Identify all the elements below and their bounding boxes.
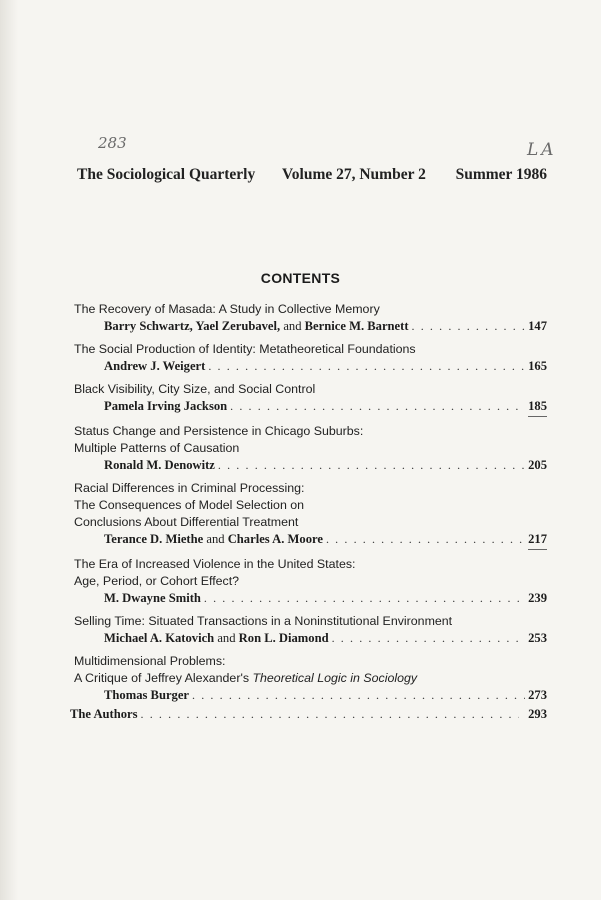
page-number: 253 [528, 631, 547, 645]
author-name: Pamela Irving Jackson [104, 399, 228, 413]
author-line [74, 318, 547, 335]
dot-leader [230, 398, 525, 415]
author-line [74, 531, 547, 550]
toc-entry[interactable] [74, 653, 547, 704]
authors [104, 457, 215, 474]
author-name: Michael A. Katovich [104, 631, 215, 645]
page-number: 205 [528, 458, 547, 472]
dot-leader [218, 457, 525, 474]
page-edge-shadow [0, 0, 18, 900]
author-name: Ronald M. Denowitz [104, 458, 215, 472]
book-title: Theoretical Logic in Sociology [252, 671, 418, 685]
issue-date: Summer 1986 [455, 166, 547, 183]
article-title-line: Selling Time: Situated Transactions in a Noninstitutional Environment [74, 614, 453, 628]
article-title-line: Status Change and Persistence in Chicago Suburbs: [74, 424, 364, 438]
author-name: Thomas Burger [104, 688, 190, 702]
authors [104, 358, 205, 375]
dot-leader [412, 318, 526, 335]
author-line [74, 590, 547, 607]
dot-leader [204, 590, 525, 607]
author-name: Barry Schwartz, Yael Zerubavel, [104, 319, 281, 333]
article-title-line: Multidimensional Problems: [74, 654, 226, 668]
article-title-line: The Era of Increased Violence in the United States: [74, 557, 356, 571]
article-title-line: The Social Production of Identity: Metatheoretical Foundations [74, 342, 416, 356]
author-line [74, 457, 547, 474]
article-title-line: A Critique of Jeffrey Alexander's Theoretical Logic in Sociology [74, 671, 418, 685]
author-name: Bernice M. Barnett [304, 319, 409, 333]
page-number: 217 [528, 531, 547, 550]
toc-entry[interactable] [74, 381, 547, 417]
article-title-line: The Recovery of Masada: A Study in Collective Memory [74, 302, 380, 316]
handwritten-page-number: 283 [98, 134, 127, 152]
author-name: Ron L. Diamond [238, 631, 329, 645]
article-title-line: Multiple Patterns of Causation [74, 441, 240, 455]
toc-entry[interactable] [74, 556, 547, 607]
toc-entry[interactable] [74, 341, 547, 375]
journal-header [77, 166, 547, 188]
the-authors-label: The Authors [70, 707, 138, 721]
author-line [74, 687, 547, 704]
toc-entry-the-authors[interactable] [70, 706, 547, 723]
authors [104, 398, 227, 415]
toc-entry[interactable] [74, 480, 547, 550]
author-name: Andrew J. Weigert [104, 359, 206, 373]
dot-leader [332, 630, 526, 647]
article-title-line: Conclusions About Differential Treatment [74, 515, 299, 529]
author-name: Terance D. Miethe [104, 532, 204, 546]
article-title-line: The Consequences of Model Selection on [74, 498, 305, 512]
authors [104, 630, 329, 647]
author-line [74, 358, 547, 375]
table-of-contents [74, 301, 547, 710]
author-separator: and [214, 631, 239, 645]
authors [104, 590, 201, 607]
dot-leader [208, 358, 525, 375]
page-number: 165 [528, 359, 547, 373]
volume-number: Volume 27, Number 2 [282, 166, 426, 183]
page-number: 239 [528, 591, 547, 605]
article-title-line: Black Visibility, City Size, and Social Control [74, 382, 316, 396]
authors [104, 531, 323, 548]
dot-leader [141, 706, 520, 723]
toc-entry[interactable] [74, 423, 547, 474]
authors [104, 687, 189, 704]
author-name: Charles A. Moore [227, 532, 323, 546]
dot-leader [326, 531, 525, 548]
author-separator: and [203, 532, 228, 546]
author-line [74, 630, 547, 647]
toc-entry[interactable] [74, 301, 547, 335]
toc-entry[interactable] [74, 613, 547, 647]
page-number: 273 [528, 688, 547, 702]
handwritten-initials: LA [527, 140, 557, 160]
authors [104, 318, 409, 335]
journal-title: The Sociological Quarterly [77, 166, 256, 183]
author-name: M. Dwayne Smith [104, 591, 201, 605]
author-separator: and [280, 319, 305, 333]
author-line [74, 398, 547, 417]
page-number: 147 [528, 319, 547, 333]
page-number: 185 [528, 398, 547, 417]
article-title-line: Racial Differences in Criminal Processing: [74, 481, 305, 495]
dot-leader [192, 687, 525, 704]
contents-heading: CONTENTS [260, 270, 341, 286]
page-number: 293 [528, 707, 547, 721]
article-title-line: Age, Period, or Cohort Effect? [74, 574, 240, 588]
